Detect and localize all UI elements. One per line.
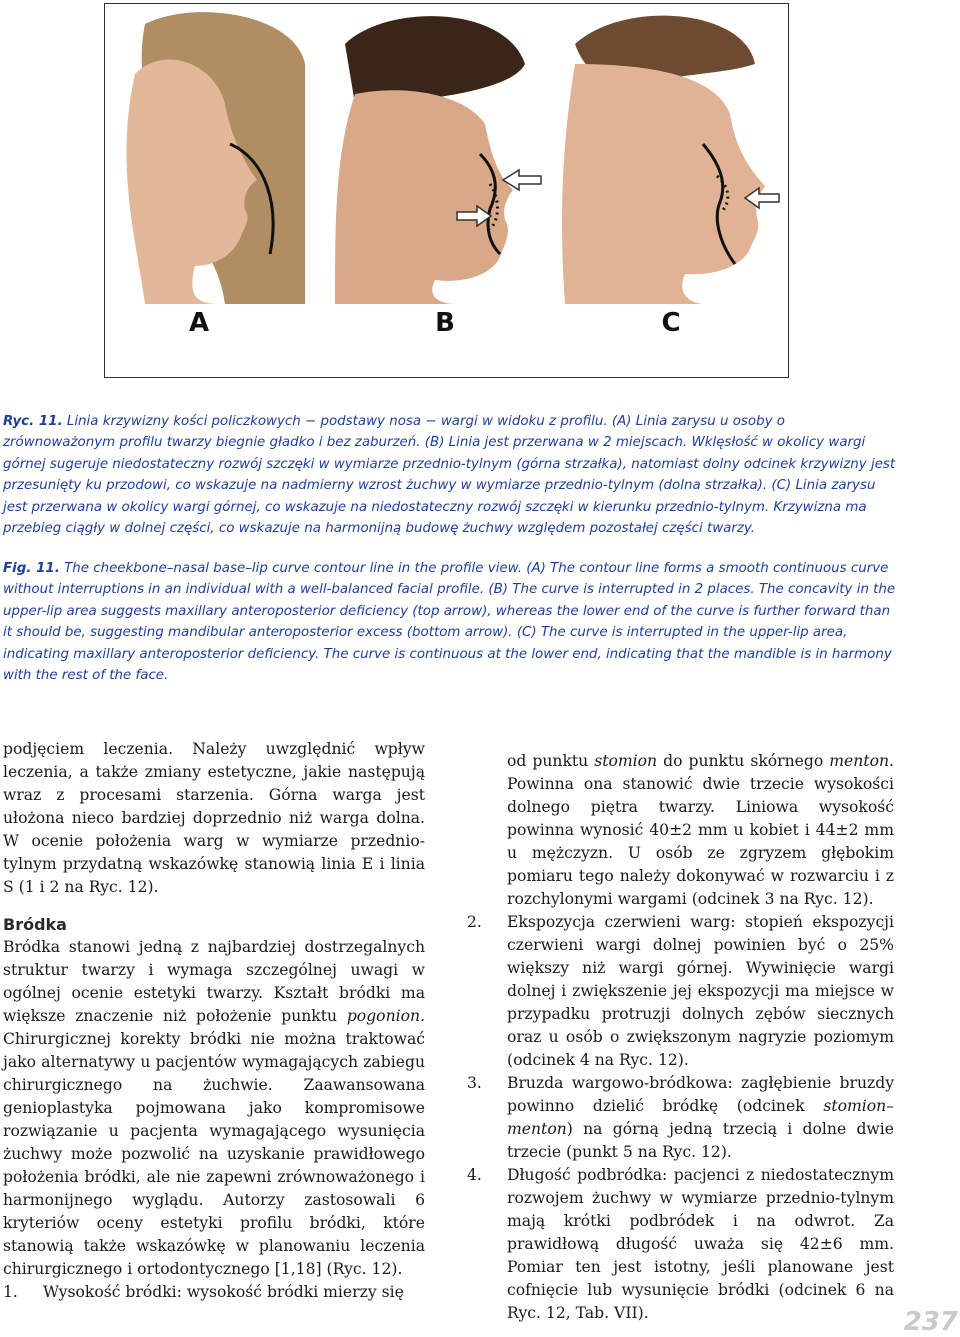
panel-label-b: B: [435, 308, 455, 338]
text-span: Bruzda wargowo-bródkowa: zagłębienie bruzdy powinno dzielić bródkę (odcinek: [507, 1074, 894, 1115]
list-item-1: [3, 1281, 425, 1304]
list-text: Ekspozycja czerwieni warg: stopień ekspozycji czerwieni wargi dolnej powinien być o 25% większy niż wargi górnej. Wywinięcie wargi dolnej i zwiększenie jej ekspozycji ma miejsce w przypadku protruzji dolnych zębów siecznych oraz u osób o zwiększonym nagryzie poziomym (odcinek 4 na Ryc. 12).: [507, 913, 894, 1069]
term-stomion: stomion: [594, 752, 658, 770]
caption-polish: [3, 411, 896, 539]
text-span: Bródka stanowi jedną z najbardziej dostrzegalnych struktur twarzy i wymaga szczególnej uwagi w ogólnej ocenie estetyki twarzy. Kształt bródki ma większe znaczenie niż położenie punktu: [3, 938, 425, 1025]
text-span: do punktu skórnego: [663, 752, 824, 770]
left-column: [3, 738, 425, 1304]
text-span: . Chirurgicznej korekty bródki nie można traktować jako alternatywy u pacjentów wymagających zabiegu chirurgicznego na żuchwie. Zaawansowana genioplastyka pojmowana jako kompromisowe rozwiązanie u pacjenta wymagającego wysunięcia żuchwy może pozwolić na uzyskanie prawidłowego położenia bródki, ale nie zapewni zrównoważonego i harmonijnego wyglądu. Autorzy zastosowali 6 kryteriów oceny estetyki profilu bródki, które stanowią także wskazówkę w planowaniu leczenia chirurgicznego i ortodontycznego [1,18] (Ryc. 12).: [3, 1007, 425, 1278]
list-item-4: [467, 1164, 894, 1325]
list-text: Wysokość bródki: wysokość bródki mierzy się: [43, 1283, 404, 1301]
list-number: 3.: [467, 1074, 482, 1092]
list-number: 1.: [3, 1283, 18, 1301]
paragraph: podjęciem leczenia. Należy uwzględnić wpływ leczenia, a także zmiany estetyczne, jakie następują wraz z procesami starzenia. Górna warga jest ułożona nieco bardziej doprzednio niż warga dolna. W ocenie położenia warg w wymiarze przednio-tylnym przydatną wskazówkę stanowią linia E i linia S (1 i 2 na Ryc. 12).: [3, 740, 425, 896]
caption-english: [3, 558, 896, 686]
list-item-1-continued: [467, 750, 894, 911]
paragraph: [3, 936, 425, 1281]
caption-polish-label: Ryc. 11.: [3, 414, 63, 429]
panel-label-c: C: [661, 308, 681, 338]
caption-english-text: The cheekbone–nasal base–lip curve contour line in the profile view. (A) The contour line forms a smooth continuous curve without interruptions in an individual with a well-balanced facial profile. (B) The curve is interrupted in 2 places. The concavity in the upper-lip area suggests maxillary anteroposterior deficiency (top arrow), whereas the lower end of the curve is further forward than it should be, suggesting mandibular anteroposterior excess (bottom arrow). (C) The curve is interrupted in the upper-lip area, indicating maxillary anteroposterior deficiency. The curve is continuous at the lower end, indicating that the mandible is in harmony with the rest of the face.: [3, 561, 896, 684]
text-span: . Powinna ona stanowić dwie trzecie wysokości dolnego piętra twarzy. Liniowa wysokość powinna wynosić 40±2 mm u kobiet i 44±2 mm u mężczyzn. U osób ze zgryzem głębokim pomiaru tego należy dokonywać w rozwarciu i z rozchylonymi wargami (odcinek 3 na Ryc. 12).: [507, 752, 894, 908]
text-span: ) na górną jedną trzecią i dolne dwie trzecie (punkt 5 na Ryc. 12).: [507, 1120, 894, 1161]
list-number: 2.: [467, 913, 482, 931]
list-text: Długość podbródka: pacjenci z niedostatecznym rozwojem żuchwy w wymiarze przednio-tylnym mają krótki podbródek i na odwrot. Za prawidłową długość uważa się 42±6 mm. Pomiar ten jest istotny, jeśli planowane jest cofnięcie lub wysunięcie bródki (odcinek 6 na Ryc. 12, Tab. VII).: [507, 1166, 894, 1322]
list-text: [507, 1072, 894, 1164]
term-stomion-menton: stomion–menton: [507, 1097, 894, 1138]
right-column: [467, 750, 894, 1325]
page-number: 237: [903, 1307, 958, 1337]
figure-11: [104, 3, 789, 378]
list-item-2: [467, 911, 894, 1072]
section-heading-brodka: Bródka: [3, 915, 67, 934]
list-number: 4.: [467, 1166, 482, 1184]
caption-polish-text: Linia krzywizny kości policzkowych − podstawy nosa − wargi w widoku z profilu. (A) Linia zarysu u osoby o zrównoważonym profilu twarzy biegnie gładko i bez zaburzeń. (B) Linia jest przerwana w 2 miejscach. Wklęsłość w okolicy wargi górnej sugeruje niedostateczny rozwój szczęki w wymiarze przednio-tylnym (górna strzałka), natomiast dolny odcinek krzywizny jest przesunięty ku przodowi, co wskazuje na nadmierny wzrost żuchwy w wymiarze przednio-tylnym (dolna strzałka). (C) Linia zarysu jest przerwana w okolicy wargi górnej, co wskazuje na niedostateczny rozwój szczęki w kierunku przednio-tylnym. Krzywizna ma przebieg ciągły w dolnej części, co wskazuje na harmonijną budowę żuchwy względem pozostałej części twarzy.: [3, 414, 896, 537]
term-pogonion: pogonion: [346, 1007, 421, 1025]
panel-label-a: A: [188, 308, 210, 338]
caption-english-label: Fig. 11.: [3, 561, 60, 576]
text-span: od punktu: [507, 752, 589, 770]
term-menton: menton: [829, 752, 890, 770]
photo-b: [325, 10, 541, 304]
list-item-3: [467, 1072, 894, 1164]
photo-c: [560, 10, 784, 304]
photo-a: [111, 10, 306, 304]
